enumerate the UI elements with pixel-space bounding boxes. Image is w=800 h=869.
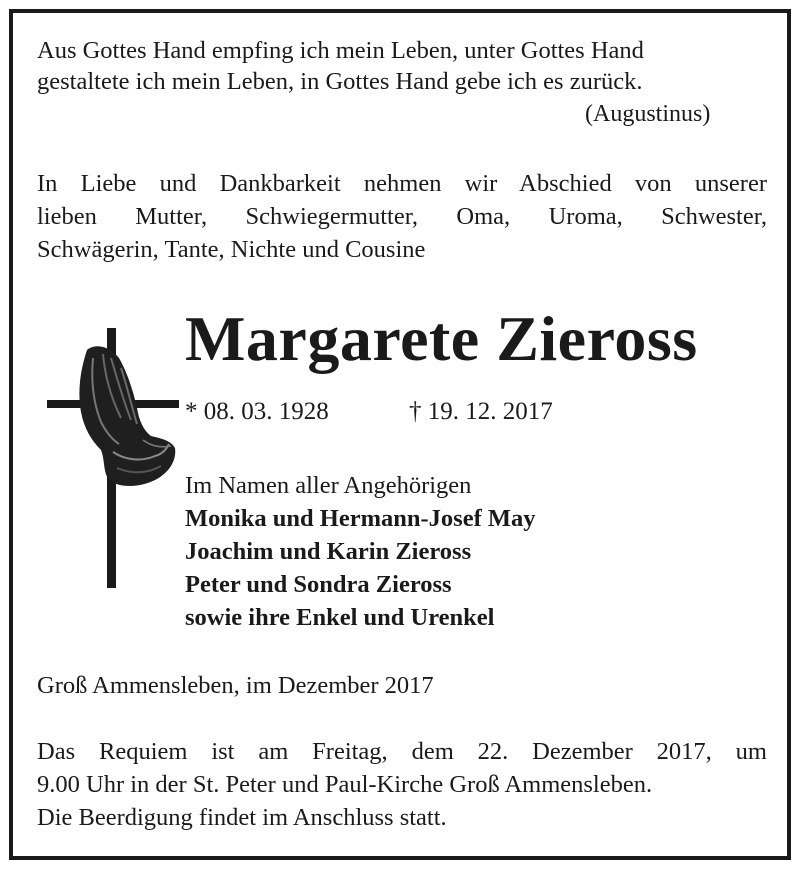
mourner-line-2: Joachim und Karin Zieross	[185, 538, 472, 565]
quote-line-2: gestaltete ich mein Leben, in Gottes Hand gebe ich es zurück.	[37, 68, 643, 95]
birth-date: * 08. 03. 1928	[185, 398, 329, 425]
life-dates	[185, 396, 553, 428]
mourner-line-4: sowie ihre Enkel und Urenkel	[185, 604, 495, 631]
death-date: † 19. 12. 2017	[409, 398, 553, 425]
deceased-name: Margarete Zieross	[185, 303, 698, 374]
place-and-date: Groß Ammensleben, im Dezember 2017	[37, 672, 434, 699]
quote-author: (Augustinus)	[585, 101, 711, 127]
quote-line-1: Aus Gottes Hand empfing ich mein Leben, unter Gottes Hand	[37, 37, 644, 64]
mourner-line-3: Peter und Sondra Zieross	[185, 571, 452, 598]
service-line-2: 9.00 Uhr in der St. Peter und Paul-Kirche Groß Ammensleben.	[37, 771, 653, 798]
farewell-line-2: lieben Mutter, Schwiegermutter, Oma, Uroma, Schwester,	[37, 203, 767, 230]
cross-with-praying-hands-icon	[47, 328, 179, 588]
farewell-text	[37, 167, 767, 266]
mourners	[185, 469, 536, 634]
bible-quote	[37, 35, 759, 97]
service-line-1: Das Requiem ist am Freitag, dem 22. Dezember 2017, um	[37, 738, 767, 765]
mourner-line-1: Monika und Hermann-Josef May	[185, 505, 536, 532]
service-info	[37, 735, 767, 834]
obituary-notice	[9, 9, 791, 860]
farewell-line-3: Schwägerin, Tante, Nichte und Cousine	[37, 236, 426, 263]
farewell-line-1: In Liebe und Dankbarkeit nehmen wir Abschied von unserer	[37, 170, 767, 197]
mourners-intro: Im Namen aller Angehörigen	[185, 472, 472, 499]
service-line-3: Die Beerdigung findet im Anschluss statt.	[37, 804, 447, 831]
